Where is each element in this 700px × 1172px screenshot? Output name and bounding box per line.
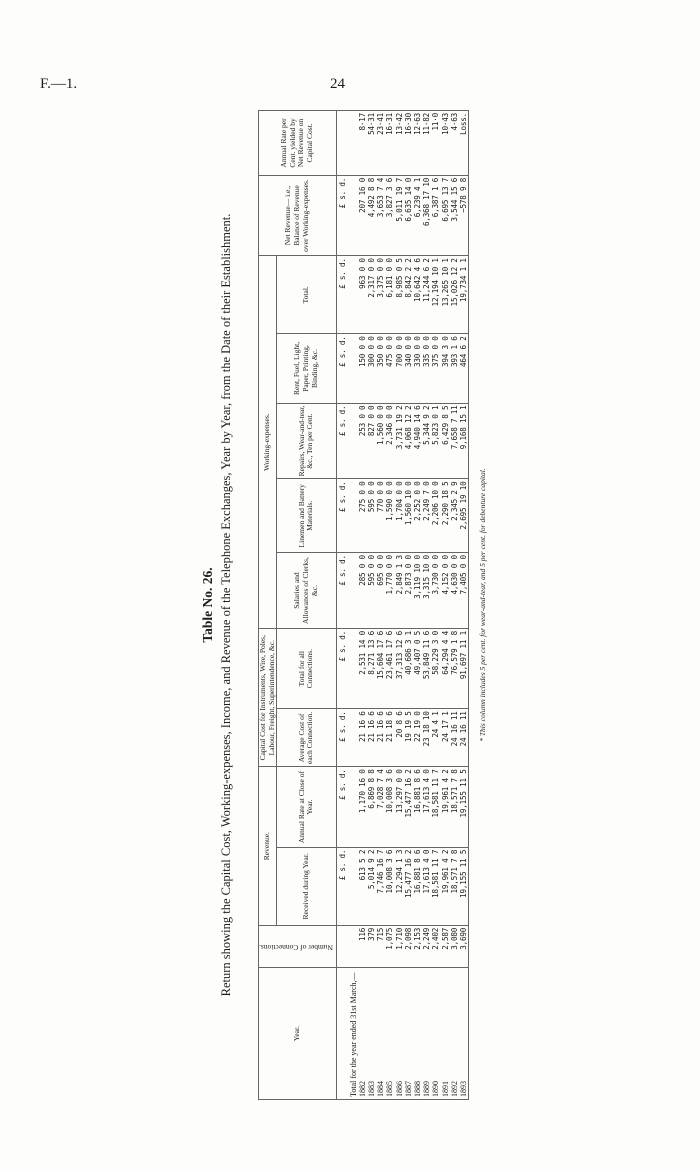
unit-cell-total: £ s. d.	[336, 256, 349, 334]
cell-total: 19,734 1 1	[459, 256, 469, 334]
cell-connections: 116	[358, 925, 367, 967]
cell-connections: 715	[376, 925, 385, 967]
cell-connections: 379	[367, 925, 376, 967]
cell-rent: 330 0 0	[413, 334, 422, 403]
empty-cell	[349, 256, 358, 334]
cell-salaries: 595 0 0	[367, 553, 376, 629]
cell-net-revenue: 6,387 1 6	[431, 175, 440, 255]
header-year: Year.	[259, 968, 337, 1100]
header-revenue: Revenue.	[259, 767, 277, 925]
empty-cell	[349, 175, 358, 255]
cell-total: 13,265 10 1	[441, 256, 450, 334]
cell-repairs: 7,658 7 11	[450, 403, 459, 479]
cell-linemen: 2,695 19 10	[459, 479, 469, 553]
cell-net-revenue: 6,695 13 7	[441, 175, 450, 255]
cell-connections: 1,710	[395, 925, 404, 967]
cell-total: 3,375 0 0	[376, 256, 385, 334]
cell-net-revenue: 5,011 19 7	[395, 175, 404, 255]
cell-net-revenue: 6,635 14 0	[404, 175, 413, 255]
cell-annual-rate-close: 6,869 8 8	[367, 767, 376, 847]
cell-total-connections: 8,271 13 6	[367, 629, 376, 709]
cell-rent: 300 0 0	[367, 334, 376, 403]
header-rent: Rent, Fuel, Light, Paper, Printing, Binding, &c.	[277, 334, 336, 403]
unit-cell-received: £ s. d.	[336, 847, 349, 925]
cell-average-cost: 24 16 11	[459, 709, 469, 767]
cell-rent: 464 6 2	[459, 334, 469, 403]
cell-annual-rate: 54·31	[367, 111, 376, 176]
cell-salaries: 1,770 0 0	[385, 553, 394, 629]
cell-repairs: 4,068 12 2	[404, 403, 413, 479]
cell-total-connections: 64,294 4 4	[441, 629, 450, 709]
cell-annual-rate: 16·30	[404, 111, 413, 176]
cell-salaries: 4,152 0 0	[441, 553, 450, 629]
cell-rent: 475 0 0	[385, 334, 394, 403]
cell-linemen: 595 0 0	[367, 479, 376, 553]
cell-annual-rate: Loss.	[459, 111, 469, 176]
header-salaries: Salaries and Allowances of Clerks, &c.	[277, 553, 336, 629]
cell-annual-rate: 4·63	[450, 111, 459, 176]
cell-repairs: 5,344 9 2	[422, 403, 431, 479]
unit-cell-average_cost: £ s. d.	[336, 709, 349, 767]
cell-average-cost: 21 18 6	[385, 709, 394, 767]
cell-received: 10,008 3 6	[385, 847, 394, 925]
cell-annual-rate-close: 18,581 11 7	[431, 767, 440, 847]
cell-year: 1886	[395, 968, 404, 1100]
header-received: Received during Year.	[277, 847, 336, 925]
table-row	[376, 111, 385, 1100]
cell-average-cost: 24 16 11	[450, 709, 459, 767]
cell-year: 1890	[431, 968, 440, 1100]
cell-linemen: 1,590 0 0	[385, 479, 394, 553]
cell-linemen: 1,560 10 0	[404, 479, 413, 553]
table-row	[413, 111, 422, 1100]
cell-total-connections: 15,604 17 6	[376, 629, 385, 709]
cell-salaries: 695 0 0	[376, 553, 385, 629]
cell-rent: 393 1 6	[450, 334, 459, 403]
table-row	[441, 111, 450, 1100]
cell-net-revenue: 3,827 3 6	[385, 175, 394, 255]
cell-net-revenue: 207 16 0	[358, 175, 367, 255]
table-row	[385, 111, 394, 1100]
cell-received: 18,571 7 8	[450, 847, 459, 925]
cell-received: 613 5 2	[358, 847, 367, 925]
cell-net-revenue: 3,653 7 4	[376, 175, 385, 255]
cell-year: 1893	[459, 968, 469, 1100]
cell-received: 17,613 4 0	[422, 847, 431, 925]
header-connections: Number of Connections.	[259, 925, 337, 967]
cell-salaries: 2,849 1 3	[395, 553, 404, 629]
table-subtitle: Return showing the Capital Cost, Working-expenses, Income, and Revenue of the Telephone Exchanges, Year by Year, from the Date of their Establishment.	[219, 213, 233, 997]
table-body	[336, 111, 469, 1100]
cell-average-cost: 20 8 6	[395, 709, 404, 767]
unit-cell-net_revenue: £ s. d.	[336, 175, 349, 255]
cell-annual-rate: 8·17	[358, 111, 367, 176]
table-row	[367, 111, 376, 1100]
cell-net-revenue: 4,492 8 8	[367, 175, 376, 255]
cell-received: 15,477 16 2	[404, 847, 413, 925]
cell-salaries: 3,730 0 0	[431, 553, 440, 629]
cell-net-revenue: 6,368 17 10	[422, 175, 431, 255]
cell-received: 18,581 11 7	[431, 847, 440, 925]
cell-connections: 2,249	[422, 925, 431, 967]
cell-repairs: 5,823 0 1	[431, 403, 440, 479]
cell-repairs: 3,731 19 2	[395, 403, 404, 479]
cell-linemen: 2,252 0 0	[413, 479, 422, 553]
cell-repairs: 1,560 0 0	[376, 403, 385, 479]
cell-repairs: 6,429 8 5	[441, 403, 450, 479]
cell-annual-rate-close: 13,297 0 0	[395, 767, 404, 847]
cell-total: 10,642 4 6	[413, 256, 422, 334]
cell-annual-rate-close: 16,881 8 6	[413, 767, 422, 847]
table-row	[395, 111, 404, 1100]
cell-year: 1883	[367, 968, 376, 1100]
cell-year: 1884	[376, 968, 385, 1100]
cell-repairs: 9,168 15 1	[459, 403, 469, 479]
cell-average-cost: 21 16 6	[367, 709, 376, 767]
cell-annual-rate: 12·63	[413, 111, 422, 176]
header-annual-rate: Annual Rate per Cent. yielded by Net Revenue on Capital Cost.	[259, 111, 337, 176]
footnote: * This column includes 5 per cent. for wear-and-tear, and 5 per cent. for debenture capital.	[478, 468, 487, 742]
table-row	[431, 111, 440, 1100]
cell-linemen: 2,206 10 0	[431, 479, 440, 553]
unit-cell-repairs: £ s. d.	[336, 403, 349, 479]
cell-year: 1887	[404, 968, 413, 1100]
header-linemen: Linemen and Battery Materials.	[277, 479, 336, 553]
cell-salaries: 2,873 0 0	[404, 553, 413, 629]
header-annual-rate-close: Annual Rate at Close of Year.	[277, 767, 336, 847]
cell-annual-rate-close: 19,155 11 5	[459, 767, 469, 847]
rotated-table-block	[150, 110, 510, 1100]
cell-net-revenue: 3,544 15 6	[450, 175, 459, 255]
header-total-connections: Total for all Connections.	[277, 629, 336, 709]
cell-connections: 3,690	[459, 925, 469, 967]
cell-repairs: 2,346 0 0	[385, 403, 394, 479]
cell-connections: 3,080	[450, 925, 459, 967]
cell-repairs: 253 0 0	[358, 403, 367, 479]
cell-rent: 335 0 0	[422, 334, 431, 403]
cell-net-revenue: −578 9 8	[459, 175, 469, 255]
cell-annual-rate: 11·82	[422, 111, 431, 176]
cell-salaries: 7,405 0 0	[459, 553, 469, 629]
cell-total: 6,181 0 0	[385, 256, 394, 334]
cell-connections: 2,153	[413, 925, 422, 967]
cell-annual-rate: 10·43	[441, 111, 450, 176]
cell-year: 1882	[358, 968, 367, 1100]
cell-annual-rate: 13·42	[395, 111, 404, 176]
cell-annual-rate: 11·0	[431, 111, 440, 176]
unit-cell-total_connections: £ s. d.	[336, 629, 349, 709]
empty-cell	[349, 403, 358, 479]
cell-repairs: 827 0 0	[367, 403, 376, 479]
cell-rent: 150 0 0	[358, 334, 367, 403]
cell-total: 15,026 12 2	[450, 256, 459, 334]
units-row	[336, 111, 349, 1100]
header-working-expenses: Working-expenses.	[259, 256, 277, 629]
cell-total: 11,244 6 2	[422, 256, 431, 334]
empty-cell	[349, 925, 358, 967]
cell-total-connections: 40,686 3 1	[404, 629, 413, 709]
cell-received: 5,014 9 2	[367, 847, 376, 925]
page-number: 24	[330, 76, 345, 92]
unit-cell-year	[336, 968, 349, 1100]
lead-row-label: Total for the year ended 31st March,—	[349, 968, 358, 1100]
cell-annual-rate-close: 10,008 3 6	[385, 767, 394, 847]
cell-received: 12,294 1 3	[395, 847, 404, 925]
cell-average-cost: 21 16 6	[358, 709, 367, 767]
empty-cell	[349, 767, 358, 847]
cell-total: 963 0 0	[358, 256, 367, 334]
cell-year: 1885	[385, 968, 394, 1100]
cell-linemen: 2,249 7 0	[422, 479, 431, 553]
cell-linemen: 2,345 2 9	[450, 479, 459, 553]
cell-rent: 350 0 0	[376, 334, 385, 403]
cell-annual-rate-close: 18,571 7 8	[450, 767, 459, 847]
cell-average-cost: 24 4 1	[431, 709, 440, 767]
cell-average-cost: 24 17 1	[441, 709, 450, 767]
cell-annual-rate-close: 19,961 4 2	[441, 767, 450, 847]
cell-average-cost: 23 18 10	[422, 709, 431, 767]
cell-total-connections: 76,579 1 8	[450, 629, 459, 709]
cell-received: 16,881 8 6	[413, 847, 422, 925]
cell-linemen: 275 0 0	[358, 479, 367, 553]
lead-row	[349, 111, 358, 1100]
unit-cell-connections	[336, 925, 349, 967]
table-row	[459, 111, 469, 1100]
page-identifier: F.—1.	[40, 76, 78, 92]
cell-salaries: 3,315 10 0	[422, 553, 431, 629]
cell-total: 2,317 0 0	[367, 256, 376, 334]
cell-linemen: 2,290 18 5	[441, 479, 450, 553]
cell-average-cost: 21 16 6	[376, 709, 385, 767]
table-row	[358, 111, 367, 1100]
cell-annual-rate-close: 1,170 16 0	[358, 767, 367, 847]
unit-cell-annual_rate	[336, 111, 349, 176]
empty-cell	[349, 629, 358, 709]
cell-year: 1891	[441, 968, 450, 1100]
empty-cell	[349, 479, 358, 553]
cell-rent: 700 0 0	[395, 334, 404, 403]
data-table	[258, 110, 469, 1100]
cell-connections: 2,587	[441, 925, 450, 967]
cell-total-connections: 37,313 12 6	[395, 629, 404, 709]
cell-total-connections: 2,531 14 0	[358, 629, 367, 709]
cell-salaries: 285 0 0	[358, 553, 367, 629]
table-row	[404, 111, 413, 1100]
cell-connections: 2,098	[404, 925, 413, 967]
cell-year: 1892	[450, 968, 459, 1100]
unit-cell-rent: £ s. d.	[336, 334, 349, 403]
header-capital-cost: Capital Cost for Instruments, Wire, Poles, Labour, Freight, Superintendence, &c.	[259, 629, 277, 767]
cell-annual-rate: 16·31	[385, 111, 394, 176]
unit-cell-salaries: £ s. d.	[336, 553, 349, 629]
cell-average-cost: 19 19 5	[404, 709, 413, 767]
cell-year: 1889	[422, 968, 431, 1100]
cell-annual-rate-close: 7,028 7 4	[376, 767, 385, 847]
cell-rent: 375 0 0	[431, 334, 440, 403]
cell-year: 1888	[413, 968, 422, 1100]
table-title: Table No. 26.	[200, 567, 215, 643]
header-total: Total.	[277, 256, 336, 334]
cell-salaries: 3,119 10 0	[413, 553, 422, 629]
cell-rent: 340 0 0	[404, 334, 413, 403]
cell-total-connections: 91,697 11 1	[459, 629, 469, 709]
empty-cell	[349, 111, 358, 176]
cell-total: 8,985 0 5	[395, 256, 404, 334]
cell-average-cost: 22 19 0	[413, 709, 422, 767]
cell-total-connections: 23,461 17 6	[385, 629, 394, 709]
cell-total-connections: 49,407 0 5	[413, 629, 422, 709]
cell-salaries: 4,630 0 0	[450, 553, 459, 629]
cell-total-connections: 58,229 3 0	[431, 629, 440, 709]
empty-cell	[349, 334, 358, 403]
unit-cell-annual_rate_close: £ s. d.	[336, 767, 349, 847]
cell-linemen: 1,704 0 0	[395, 479, 404, 553]
cell-received: 7,746 16 7	[376, 847, 385, 925]
cell-repairs: 4,940 14 6	[413, 403, 422, 479]
empty-cell	[349, 553, 358, 629]
cell-received: 19,155 11 5	[459, 847, 469, 925]
cell-total: 12,194 10 1	[431, 256, 440, 334]
cell-received: 19,961 4 2	[441, 847, 450, 925]
cell-connections: 1,075	[385, 925, 394, 967]
cell-annual-rate: 23·41	[376, 111, 385, 176]
cell-rent: 394 3 0	[441, 334, 450, 403]
cell-net-revenue: 6,239 4 1	[413, 175, 422, 255]
table-row	[422, 111, 431, 1100]
empty-cell	[349, 847, 358, 925]
cell-linemen: 770 0 0	[376, 479, 385, 553]
empty-cell	[349, 709, 358, 767]
cell-total-connections: 53,849 11 6	[422, 629, 431, 709]
cell-annual-rate-close: 15,477 16 2	[404, 767, 413, 847]
cell-annual-rate-close: 17,613 4 0	[422, 767, 431, 847]
header-net-revenue: Net Revenue— i.e., Balance of Revenue over Working-expenses.	[259, 175, 337, 255]
header-average-cost: Average Cost of each Connection.	[277, 709, 336, 767]
cell-connections: 2,402	[431, 925, 440, 967]
header-repairs: Repairs, Wear-and-tear, &c., Ten per Cent.	[277, 403, 336, 479]
table-row	[450, 111, 459, 1100]
cell-total: 8,842 2 2	[404, 256, 413, 334]
unit-cell-linemen: £ s. d.	[336, 479, 349, 553]
